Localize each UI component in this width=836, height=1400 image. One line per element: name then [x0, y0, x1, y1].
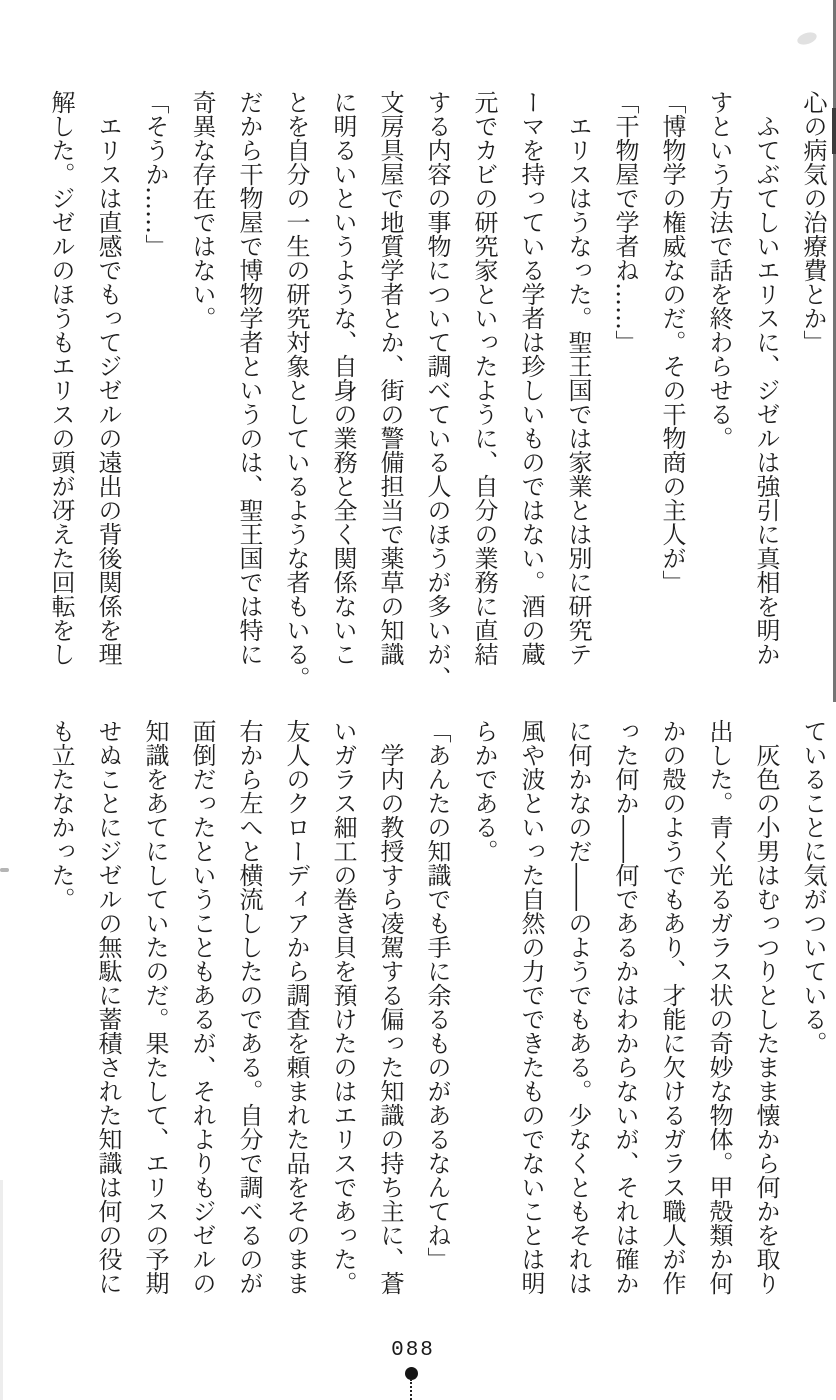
text-line: に明るいというような、自身の業務と全く関係ないこ	[329, 90, 357, 666]
text-line: 風や波といった自然の力でできたものでないことは明	[517, 719, 545, 1295]
text-line: 右から左へと横流ししたのである。自分で調べるのが	[235, 719, 263, 1295]
scan-smudge	[796, 30, 818, 47]
text-line: いガラス細工の巻き貝を預けたのはエリスであった。	[329, 719, 357, 1295]
text-line: 文房具屋で地質学者とか、街の警備担当で薬草の知識	[376, 90, 404, 666]
text-line: 出した。青く光るガラス状の奇妙な物体。甲殻類か何	[705, 719, 733, 1295]
text-line: する内容の事物について調べている人のほうが多いが、	[423, 90, 451, 690]
text-line: とを自分の一生の研究対象としているような者もいる。	[282, 90, 310, 690]
text-line: 心の病気の治療費とか」	[799, 90, 827, 354]
page-number: 088	[391, 1339, 435, 1362]
text-line: せぬことにジゼルの無駄に蓄積された知識は何の役に	[94, 719, 122, 1295]
scan-edge-artifact-right-dark	[832, 108, 836, 154]
text-line: 「そうか……」	[141, 90, 169, 258]
top-text-block	[37, 90, 836, 718]
text-line: 学内の教授すら凌駕する偏った知識の持ち主に、蒼	[376, 719, 404, 1295]
text-line: エリスはうなった。聖王国では家業とは別に研究テ	[564, 90, 592, 666]
trim-mark-line	[410, 1379, 412, 1400]
text-line: ていることに気がついている。	[799, 719, 827, 1055]
text-line: 「博物学の権威なのだ。その干物商の主人が」	[658, 90, 686, 594]
text-line: も立たなかった。	[47, 719, 75, 911]
text-line: 奇異な存在ではない。	[188, 90, 216, 330]
text-line: 解した。ジゼルのほうもエリスの頭が冴えた回転をし	[47, 90, 75, 666]
text-line: すという方法で話を終わらせる。	[705, 90, 733, 450]
text-line: 「あんたの知識でも手に余るものがあるなんてね」	[423, 719, 451, 1271]
text-line: 知識をあてにしていたのだ。果たして、エリスの予期	[141, 719, 169, 1295]
scan-edge-artifact-left	[0, 868, 9, 872]
text-line: 灰色の小男はむっつりとしたまま懐から何かを取り	[752, 719, 780, 1295]
text-line: らかである。	[470, 719, 498, 863]
text-line: った何か――何であるかはわからないが、それは確か	[611, 719, 639, 1295]
text-line: 「干物屋で学者ね……」	[611, 90, 639, 354]
scan-edge-artifact-left-bottom	[0, 1180, 3, 1400]
text-line: エリスは直感でもってジゼルの遠出の背後関係を理	[94, 90, 122, 666]
text-line: ーマを持っている学者は珍しいものではない。酒の蔵	[517, 90, 545, 666]
text-line: ふてぶてしいエリスに、ジゼルは強引に真相を明か	[752, 90, 780, 666]
text-line: 面倒だったということもあるが、それよりもジゼルの	[188, 719, 216, 1295]
text-line: 元でカビの研究家といったように、自分の業務に直結	[470, 90, 498, 666]
text-line: 友人のクローディアから調査を頼まれた品をそのまま	[282, 719, 310, 1295]
text-line: に何かなのだ――のようでもある。少なくともそれは	[564, 719, 592, 1295]
bottom-text-block	[37, 719, 836, 1347]
text-line: かの殻のようでもあり、才能に欠けるガラス職人が作	[658, 719, 686, 1295]
text-line: だから干物屋で博物学者というのは、聖王国では特に	[235, 90, 263, 666]
